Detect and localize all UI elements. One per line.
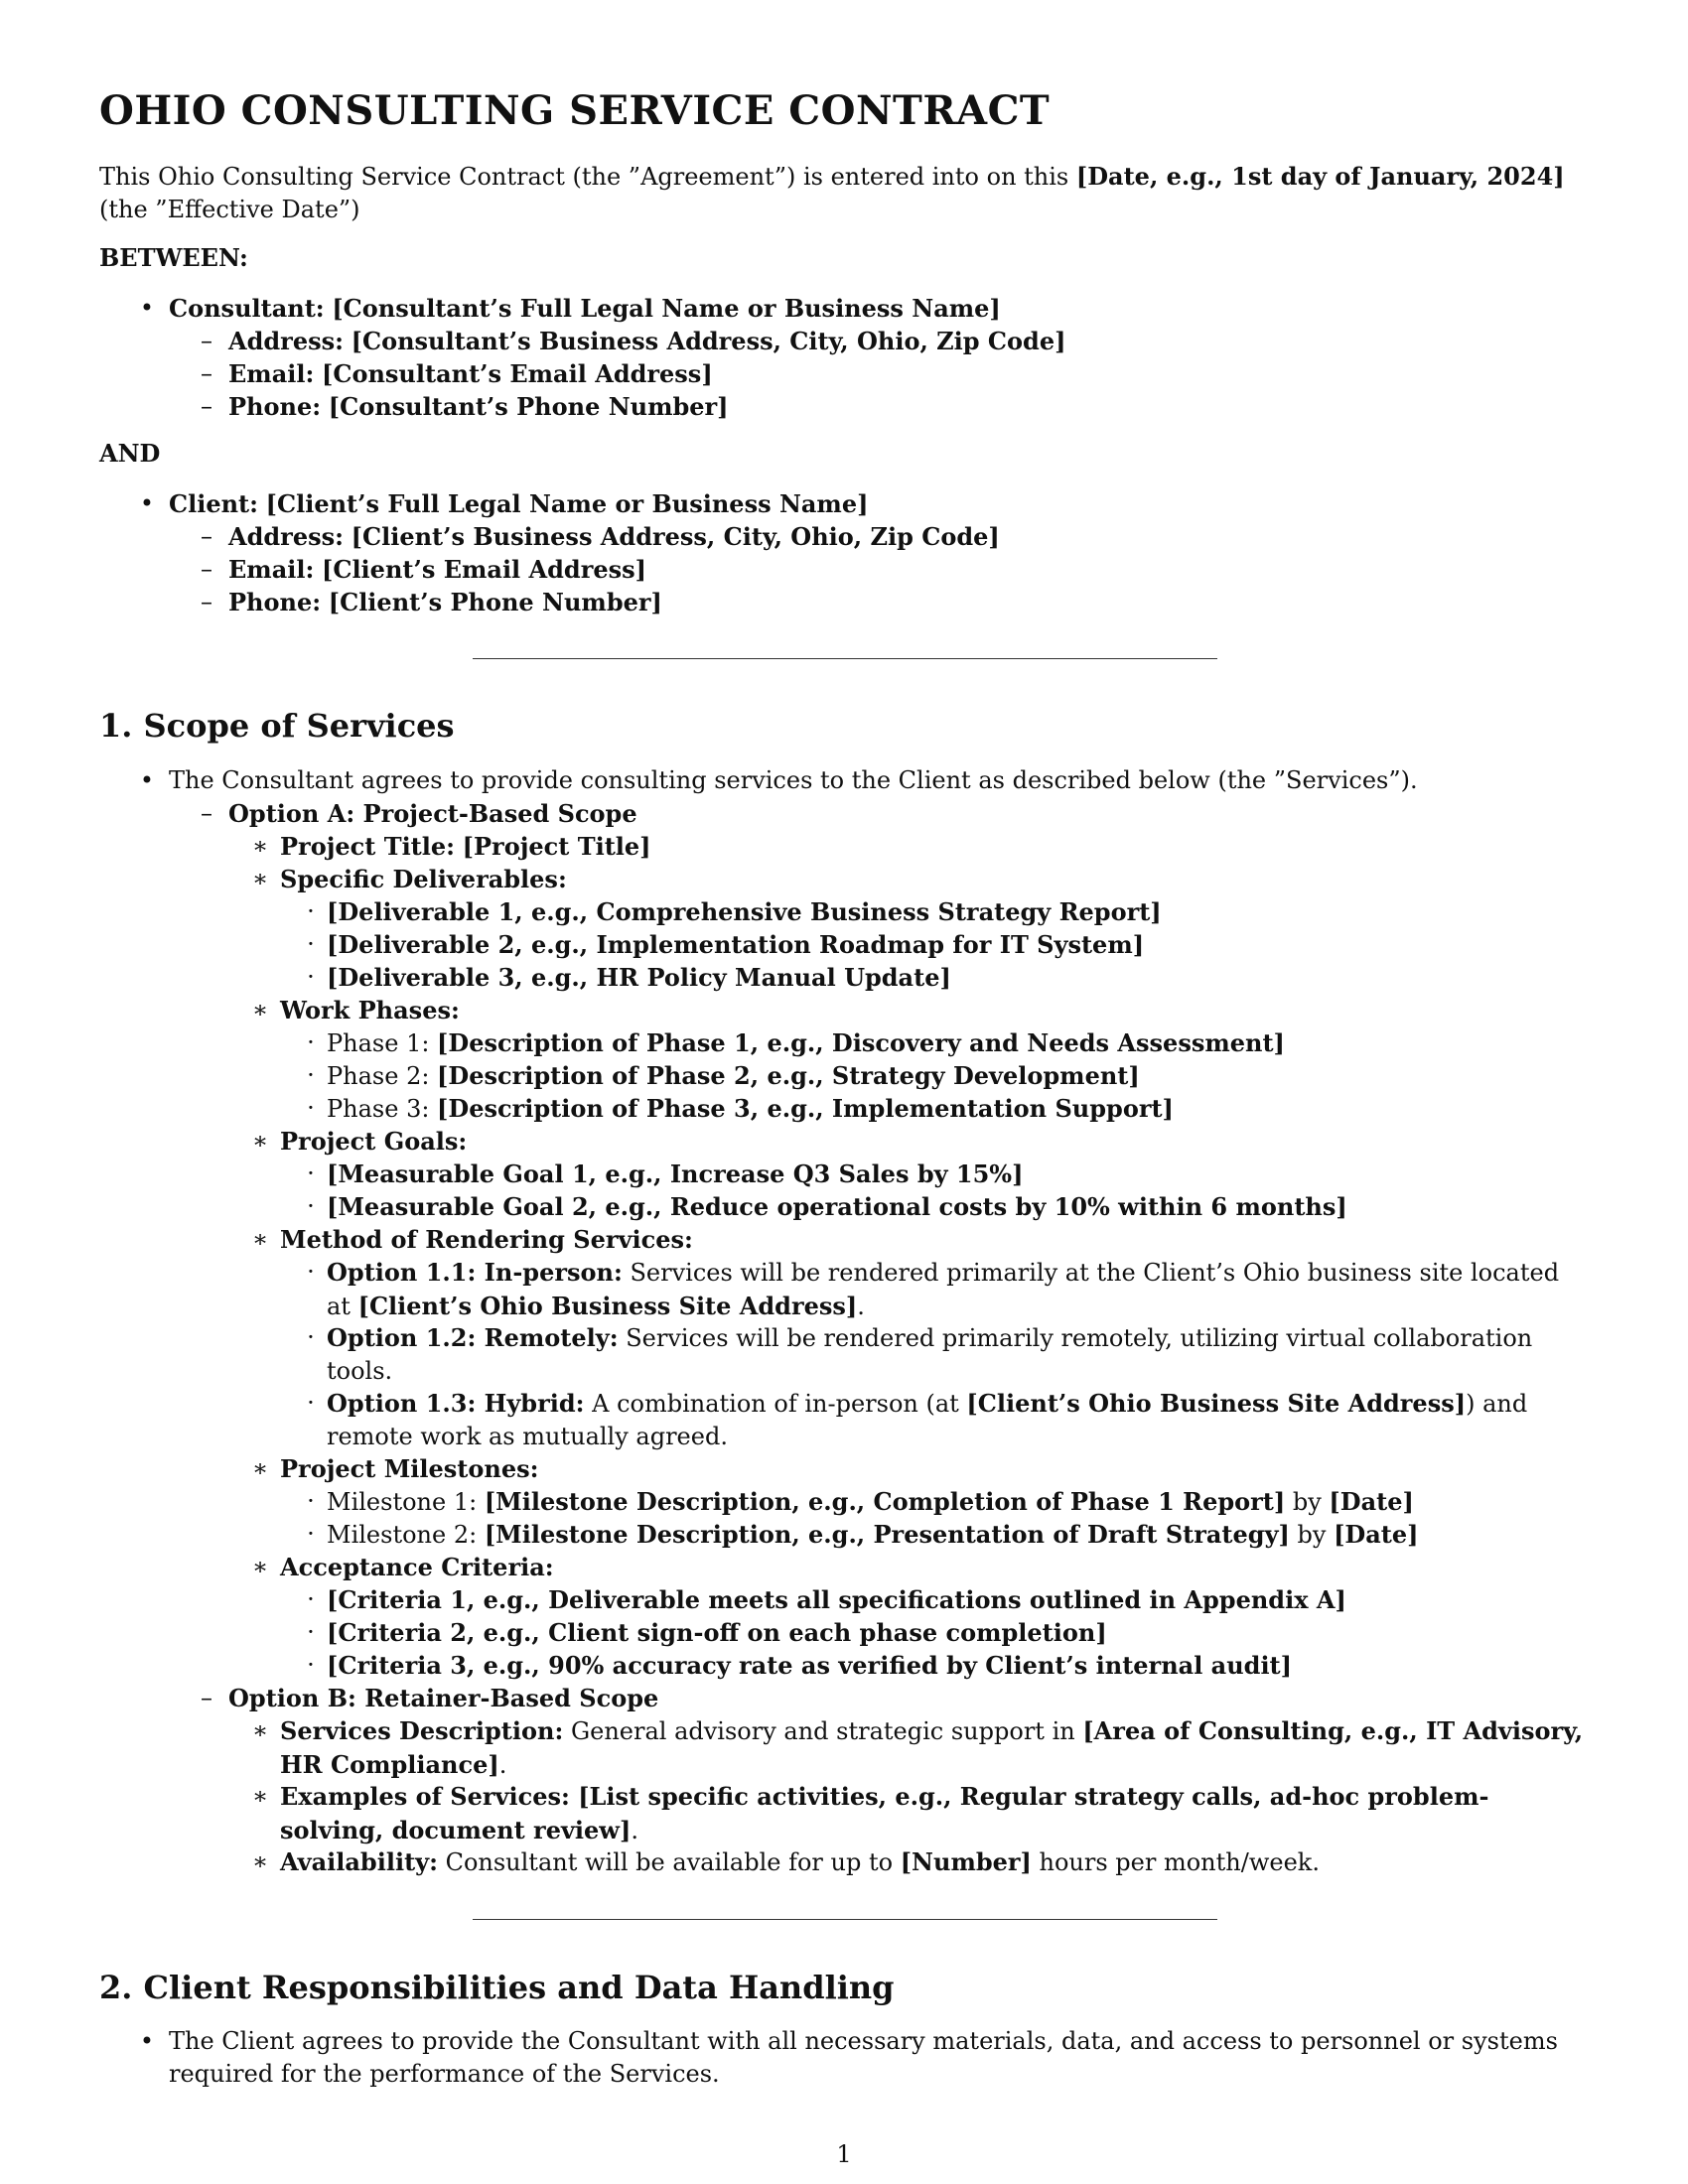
dash-icon: – — [201, 392, 212, 420]
client-address: [Client’s Business Address, City, Ohio, Zip Code] — [351, 522, 1000, 551]
list-item — [307, 961, 951, 995]
method-option-text: Services will be rendered primarily at the Client’s Ohio business site located at — [327, 1259, 1560, 1320]
availability-item — [251, 1845, 1320, 1879]
availability-text: Consultant will be available for up to — [437, 1848, 901, 1876]
milestones-label: Project Milestones: — [280, 1454, 539, 1483]
bullet-icon: • — [139, 2027, 155, 2055]
section-1-heading: 1. Scope of Services — [99, 707, 455, 745]
effective-date-placeholder: [Date, e.g., 1st day of January, 2024] — [1075, 162, 1565, 191]
document-title: OHIO CONSULTING SERVICE CONTRACT — [99, 87, 1051, 134]
dot-icon: · — [307, 930, 315, 958]
dot-icon: · — [307, 1618, 315, 1646]
method-option-text: Services will be rendered primarily remotely, utilizing virtual collaboration tools. — [327, 1324, 1533, 1385]
consultant-label: Consultant: — [169, 294, 325, 323]
dot-icon: · — [307, 1487, 315, 1515]
dot-icon: · — [307, 1028, 315, 1056]
services-description-item — [251, 1714, 1589, 1782]
availability-end: hours per month/week. — [1031, 1848, 1320, 1876]
work-phases-item — [251, 994, 460, 1027]
list-item — [307, 1256, 1589, 1323]
asterisk-icon: ∗ — [251, 865, 269, 892]
list-item — [307, 1518, 1419, 1552]
dash-icon: – — [201, 1684, 212, 1711]
client-responsibilities-item — [139, 2025, 1589, 2091]
intro-prefix: This Ohio Consulting Service Contract (the ”Agreement”) is entered into on this — [99, 163, 1076, 191]
list-item — [307, 1387, 1589, 1453]
dot-icon: · — [307, 1585, 315, 1613]
examples-placeholder: [List specific activities, e.g., Regular strategy calls, ad-hoc problem-solving, document review] — [280, 1782, 1489, 1844]
list-item — [307, 1583, 1346, 1617]
between-label: BETWEEN: — [99, 243, 248, 272]
list-item — [307, 1485, 1414, 1519]
availability-placeholder: [Number] — [900, 1847, 1032, 1876]
consultant-email-item — [201, 357, 713, 391]
criteria-text: [Criteria 3, e.g., 90% accuracy rate as verified by Client’s internal audit] — [327, 1651, 1292, 1680]
deliverable-text: [Deliverable 2, e.g., Implementation Roadmap for IT System] — [327, 930, 1145, 959]
asterisk-icon: ∗ — [251, 1847, 269, 1875]
client-label: Client: — [169, 489, 258, 518]
consultant-email: [Consultant’s Email Address] — [321, 359, 713, 388]
consultant-name: [Consultant’s Full Legal Name or Business Name] — [332, 294, 1001, 323]
dot-icon: · — [307, 897, 315, 925]
option-b-item — [201, 1682, 659, 1715]
project-title-placeholder: [Project Title] — [462, 832, 651, 861]
project-title-item — [251, 830, 651, 864]
consultant-phone-label: Phone: — [228, 392, 322, 421]
dot-icon: · — [307, 1389, 315, 1417]
bullet-icon: • — [139, 489, 155, 517]
dash-icon: – — [201, 588, 212, 615]
milestone-by: by — [1289, 1521, 1335, 1549]
list-item — [307, 1158, 1024, 1191]
client-responsibilities-text: The Client agrees to provide the Consultant with all necessary materials, data, and access to personnel or systems required for the performance of the Services. — [169, 2027, 1558, 2088]
milestone-date: [Date] — [1334, 1520, 1419, 1549]
deliverables-label: Specific Deliverables: — [280, 865, 567, 893]
dash-icon: – — [201, 327, 212, 354]
goal-text: [Measurable Goal 2, e.g., Reduce operational costs by 10% within 6 months] — [327, 1192, 1347, 1221]
dot-icon: · — [307, 1094, 315, 1122]
dash-icon: – — [201, 522, 212, 550]
dash-icon: – — [201, 555, 212, 583]
asterisk-icon: ∗ — [251, 1553, 269, 1580]
asterisk-icon: ∗ — [251, 1716, 269, 1744]
services-description-label: Services Description: — [280, 1716, 564, 1745]
list-item — [307, 1026, 1285, 1060]
phase-text: [Description of Phase 3, e.g., Implementation Support] — [437, 1094, 1174, 1123]
method-option-placeholder: [Client’s Ohio Business Site Address] — [966, 1389, 1467, 1418]
section-divider — [473, 1919, 1217, 1920]
milestone-date: [Date] — [1329, 1487, 1414, 1516]
list-item — [307, 1616, 1107, 1650]
work-phases-label: Work Phases: — [280, 996, 460, 1024]
client-phone-label: Phone: — [228, 588, 322, 616]
dot-icon: · — [307, 1061, 315, 1089]
deliverable-text: [Deliverable 1, e.g., Comprehensive Business Strategy Report] — [327, 897, 1162, 926]
project-goals-item — [251, 1125, 468, 1159]
list-item — [307, 1190, 1347, 1224]
method-option-placeholder: [Client’s Ohio Business Site Address] — [357, 1292, 858, 1320]
consulting-area-placeholder: [Area of Consulting, e.g., IT Advisory, HR Compliance] — [280, 1716, 1584, 1779]
availability-label: Availability: — [280, 1847, 438, 1876]
deliverable-text: [Deliverable 3, e.g., HR Policy Manual Update] — [327, 963, 951, 992]
list-item — [307, 928, 1145, 962]
criteria-text: [Criteria 2, e.g., Client sign-off on each phase completion] — [327, 1618, 1107, 1647]
client-address-label: Address: — [228, 522, 344, 551]
consultant-name-item — [139, 292, 1001, 326]
acceptance-item — [251, 1551, 554, 1584]
phase-prefix: Phase 2: — [327, 1062, 438, 1090]
method-option-end: . — [857, 1293, 865, 1320]
phase-text: [Description of Phase 1, e.g., Discovery and Needs Assessment] — [437, 1028, 1285, 1057]
client-address-item — [201, 520, 1000, 554]
bullet-icon: • — [139, 766, 155, 794]
client-name-item — [139, 487, 869, 521]
client-email: [Client’s Email Address] — [321, 555, 647, 584]
dash-icon: – — [201, 799, 212, 827]
method-option-label: Option 1.2: Remotely: — [327, 1323, 619, 1352]
list-item — [307, 1059, 1140, 1093]
client-phone: [Client’s Phone Number] — [328, 588, 662, 616]
client-name: [Client’s Full Legal Name or Business Name] — [265, 489, 869, 518]
section-2-heading: 2. Client Responsibilities and Data Handling — [99, 1969, 895, 2006]
examples-item — [251, 1780, 1589, 1847]
milestone-text: [Milestone Description, e.g., Completion of Phase 1 Report] — [484, 1487, 1286, 1516]
asterisk-icon: ∗ — [251, 1127, 269, 1155]
option-a-item — [201, 797, 637, 831]
consultant-address-item — [201, 325, 1066, 358]
consultant-email-label: Email: — [228, 359, 315, 388]
scope-intro-text: The Consultant agrees to provide consulting services to the Client as described below (the ”Services”). — [169, 766, 1418, 794]
asterisk-icon: ∗ — [251, 1782, 269, 1810]
method-option-text: A combination of in-person (at — [584, 1390, 967, 1418]
dot-icon: · — [307, 963, 315, 991]
phase-text: [Description of Phase 2, e.g., Strategy Development] — [437, 1061, 1140, 1090]
criteria-text: [Criteria 1, e.g., Deliverable meets all specifications outlined in Appendix A] — [327, 1585, 1346, 1614]
milestone-prefix: Milestone 2: — [327, 1521, 485, 1549]
client-phone-item — [201, 586, 662, 619]
bullet-icon: • — [139, 294, 155, 322]
option-a-label: Option A: Project-Based Scope — [228, 799, 637, 828]
dot-icon: · — [307, 1192, 315, 1220]
list-item — [307, 1649, 1292, 1683]
method-option-label: Option 1.3: Hybrid: — [327, 1389, 585, 1418]
dot-icon: · — [307, 1258, 315, 1286]
milestone-by: by — [1285, 1488, 1330, 1516]
dot-icon: · — [307, 1651, 315, 1679]
dash-icon: – — [201, 359, 212, 387]
milestone-prefix: Milestone 1: — [327, 1488, 485, 1516]
page-number: 1 — [836, 2140, 852, 2168]
phase-prefix: Phase 3: — [327, 1095, 438, 1123]
dot-icon: · — [307, 1323, 315, 1351]
client-email-item — [201, 553, 647, 587]
consultant-address-label: Address: — [228, 327, 344, 355]
method-item — [251, 1223, 693, 1257]
dot-icon: · — [307, 1520, 315, 1548]
phase-prefix: Phase 1: — [327, 1029, 438, 1057]
dot-icon: · — [307, 1160, 315, 1187]
services-description-text: General advisory and strategic support in — [563, 1717, 1083, 1745]
asterisk-icon: ∗ — [251, 996, 269, 1024]
examples-end: . — [631, 1817, 638, 1844]
project-title-label: Project Title: — [280, 832, 456, 861]
deliverables-item — [251, 863, 567, 896]
intro-suffix: (the ”Effective Date”) — [99, 196, 360, 223]
consultant-phone-item — [201, 390, 729, 424]
client-email-label: Email: — [228, 555, 315, 584]
list-item — [307, 1321, 1589, 1388]
acceptance-label: Acceptance Criteria: — [280, 1553, 554, 1581]
section-divider — [473, 658, 1217, 659]
method-option-end: ) and remote work as mutually agreed. — [327, 1390, 1528, 1450]
list-item — [307, 1092, 1174, 1126]
asterisk-icon: ∗ — [251, 1225, 269, 1253]
and-label: AND — [99, 439, 161, 468]
intro-paragraph — [99, 160, 1589, 226]
goal-text: [Measurable Goal 1, e.g., Increase Q3 Sales by 15%] — [327, 1160, 1024, 1188]
list-item — [307, 895, 1162, 929]
option-b-label: Option B: Retainer-Based Scope — [228, 1684, 659, 1712]
asterisk-icon: ∗ — [251, 832, 269, 860]
milestones-item — [251, 1452, 539, 1486]
consultant-phone: [Consultant’s Phone Number] — [328, 392, 729, 421]
consultant-address: [Consultant’s Business Address, City, Ohio, Zip Code] — [351, 327, 1066, 355]
services-description-end: . — [498, 1751, 507, 1779]
asterisk-icon: ∗ — [251, 1454, 269, 1482]
milestone-text: [Milestone Description, e.g., Presentation of Draft Strategy] — [484, 1520, 1290, 1549]
method-option-label: Option 1.1: In-person: — [327, 1258, 623, 1287]
method-label: Method of Rendering Services: — [280, 1225, 693, 1254]
examples-label: Examples of Services: — [280, 1782, 570, 1811]
scope-intro-item — [139, 764, 1418, 797]
project-goals-label: Project Goals: — [280, 1127, 468, 1156]
